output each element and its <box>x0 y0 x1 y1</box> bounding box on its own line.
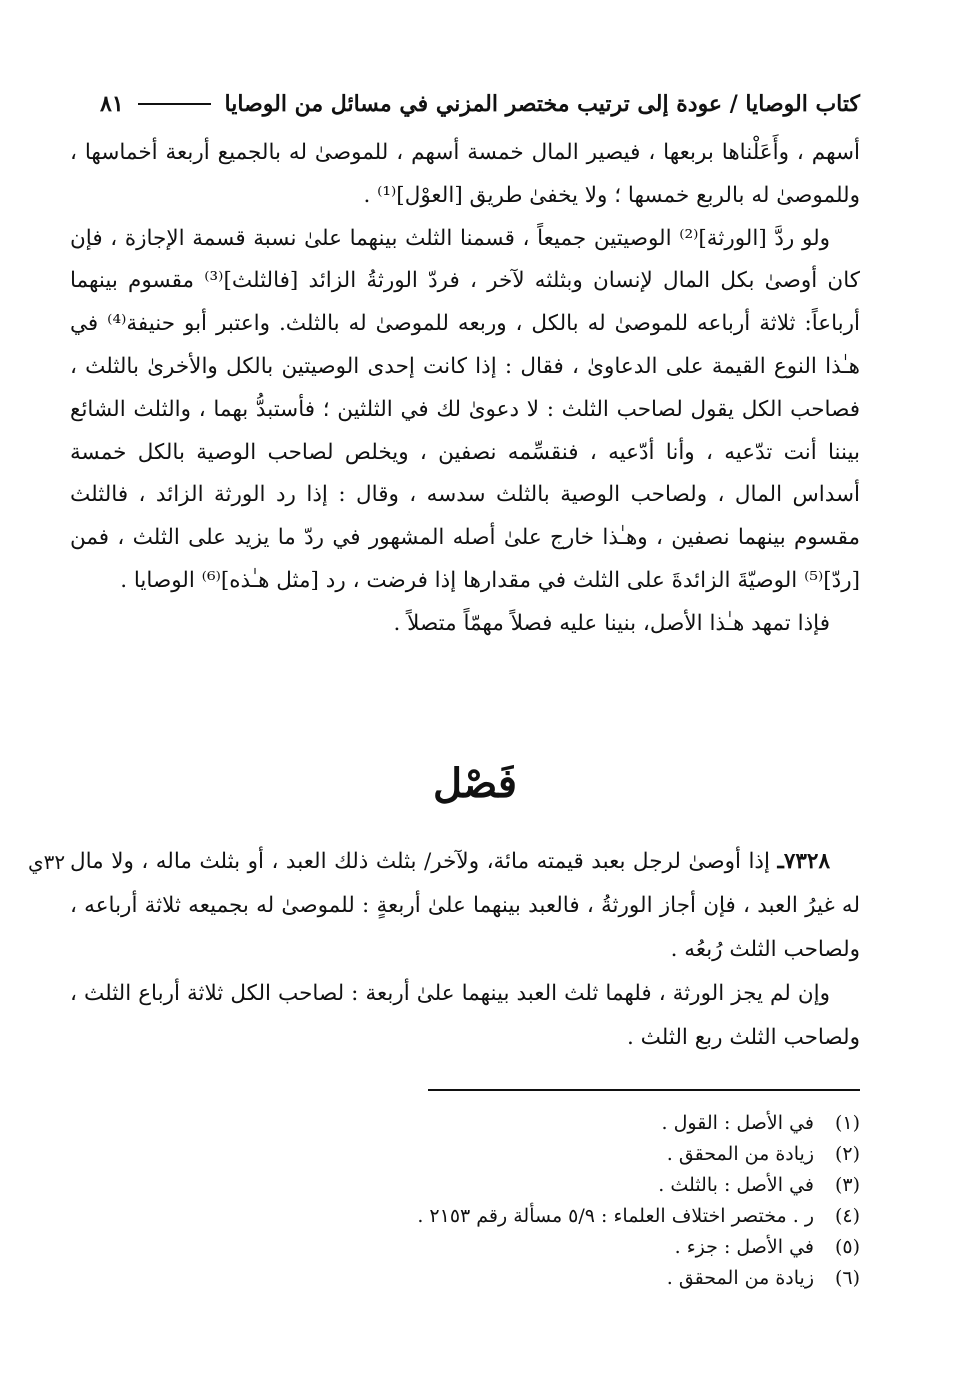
footnote-number: (٥) <box>834 1236 860 1258</box>
page-number: ٨١ <box>100 91 124 117</box>
section-paragraph-2: وإن لم يجز الورثة ، فلهما ثلث العبد بينهما علىٰ أربعة : لصاحب الكل ثلاثة أرباع الثلث ، ولصاحب الثلث ربع الثلث . <box>70 981 860 1050</box>
footnote <box>300 1108 860 1139</box>
footnote-text: في الأصل : جزء . <box>674 1236 814 1258</box>
header-rule <box>138 103 211 105</box>
footnote-number: (٣) <box>834 1174 860 1196</box>
footnote-text: ر . مختصر اختلاف العلماء : ٥/٩ مسألة رقم ٢١٥٣ . <box>417 1205 814 1227</box>
paragraph-3: فإذا تمهد هـٰذا الأصل، بنينا عليه فصلاً مهمّاً متصلاً . <box>393 610 830 636</box>
main-text <box>70 132 860 646</box>
paragraph-2: ولو ردَّ [الورثة]⁽²⁾ الوصيتين جميعاً ، قسمنا الثلث بينهما علىٰ نسبة قسمة الإجازة ، فإن كان أوصىٰ بكل المال لإنسان وبثلثه لآخر ، فردّ الورثةُ الزائد [فالثلث]⁽³⁾ مقسوم بينهما أرباعاً: ثلاثة أرباعه للموصىٰ له بالكل ، وربعه للموصىٰ له بالثلث. واعتبر أبو حنيفة⁽⁴⁾ في هـٰذا النوع القيمة على الدعاوىٰ ، فقال : إذا كانت إحدى الوصيتين بالكل والأخرىٰ بالثلث ، فصاحب الكل يقول لصاحب الثلث : لا دعوىٰ لك في الثلثين ؛ فأستبدُّ بهما ، والثلث الشائع بيننا أنت تدّعيه ، وأنا أدّعيه ، فنقسِّمه نصفين ، ويخلص لصاحب الوصية بالكل خمسة أسداس المال ، ولصاحب الوصية بالثلث سدسه ، وقال : إذا رد الورثة الزائد ، فالثلث مقسوم بينهما نصفين ، وهـٰذا خارج علىٰ أصله المشهور في ردّ ما يزيد على الثلث ، فمن [ردّ]⁽⁵⁾ الوصيّةَ الزائدةَ على الثلث في مقدارها إذا فرضت ، رد [مثل هـٰذه]⁽⁶⁾ الوصايا . <box>70 225 860 593</box>
paragraph-1: أسهم ، وأَعَلْناها بربعها ، فيصير المال خمسة أسهم ، للموصىٰ له بالجميع أربعة أخماسها ، وللموصىٰ له بالربع خمسها ؛ ولا يخفىٰ طريق [العوْل]⁽¹⁾ . <box>70 140 860 208</box>
footnotes <box>300 1108 860 1294</box>
section-ornament: فَصْل <box>432 760 518 807</box>
footnote <box>300 1232 860 1263</box>
header-title: كتاب الوصايا / عودة إلى ترتيب مختصر المزني في مسائل من الوصايا <box>224 91 860 117</box>
footnote-number: (٢) <box>834 1143 860 1165</box>
margin-reference: ٣٢ي <box>28 850 66 874</box>
section-body <box>70 840 860 1060</box>
footnote-text: زيادة من المحقق . <box>666 1143 814 1165</box>
running-header <box>100 84 860 124</box>
footnote-text: زيادة من المحقق . <box>666 1267 814 1289</box>
issue-number: ٧٣٢٨ـ <box>777 849 831 874</box>
footnote <box>300 1170 860 1201</box>
footnote-number: (١) <box>834 1112 860 1134</box>
footnote-text: في الأصل : بالثلث . <box>658 1174 814 1196</box>
footnote-text: في الأصل : القول . <box>661 1112 814 1134</box>
footnote-number: (٤) <box>834 1205 860 1227</box>
section-paragraph-1 <box>70 840 860 972</box>
footnote-number: (٦) <box>834 1267 860 1289</box>
footnote-rule <box>428 1089 860 1091</box>
footnote <box>300 1263 860 1294</box>
section-paragraph-1-text: إذا أوصىٰ لرجل بعبد قيمته مائة، ولآخر/ بثلث ذلك العبد ، أو بثلث ماله ، ولا مال له غيرُ العبد ، فإن أجاز الورثةُ ، فالعبد بينهما علىٰ أربعةٍ : للموصىٰ له بجميعه ثلاثة أرباعه ، ولصاحب الثلث رُبعُه . <box>70 849 860 962</box>
footnote <box>300 1139 860 1170</box>
footnote <box>300 1201 860 1232</box>
